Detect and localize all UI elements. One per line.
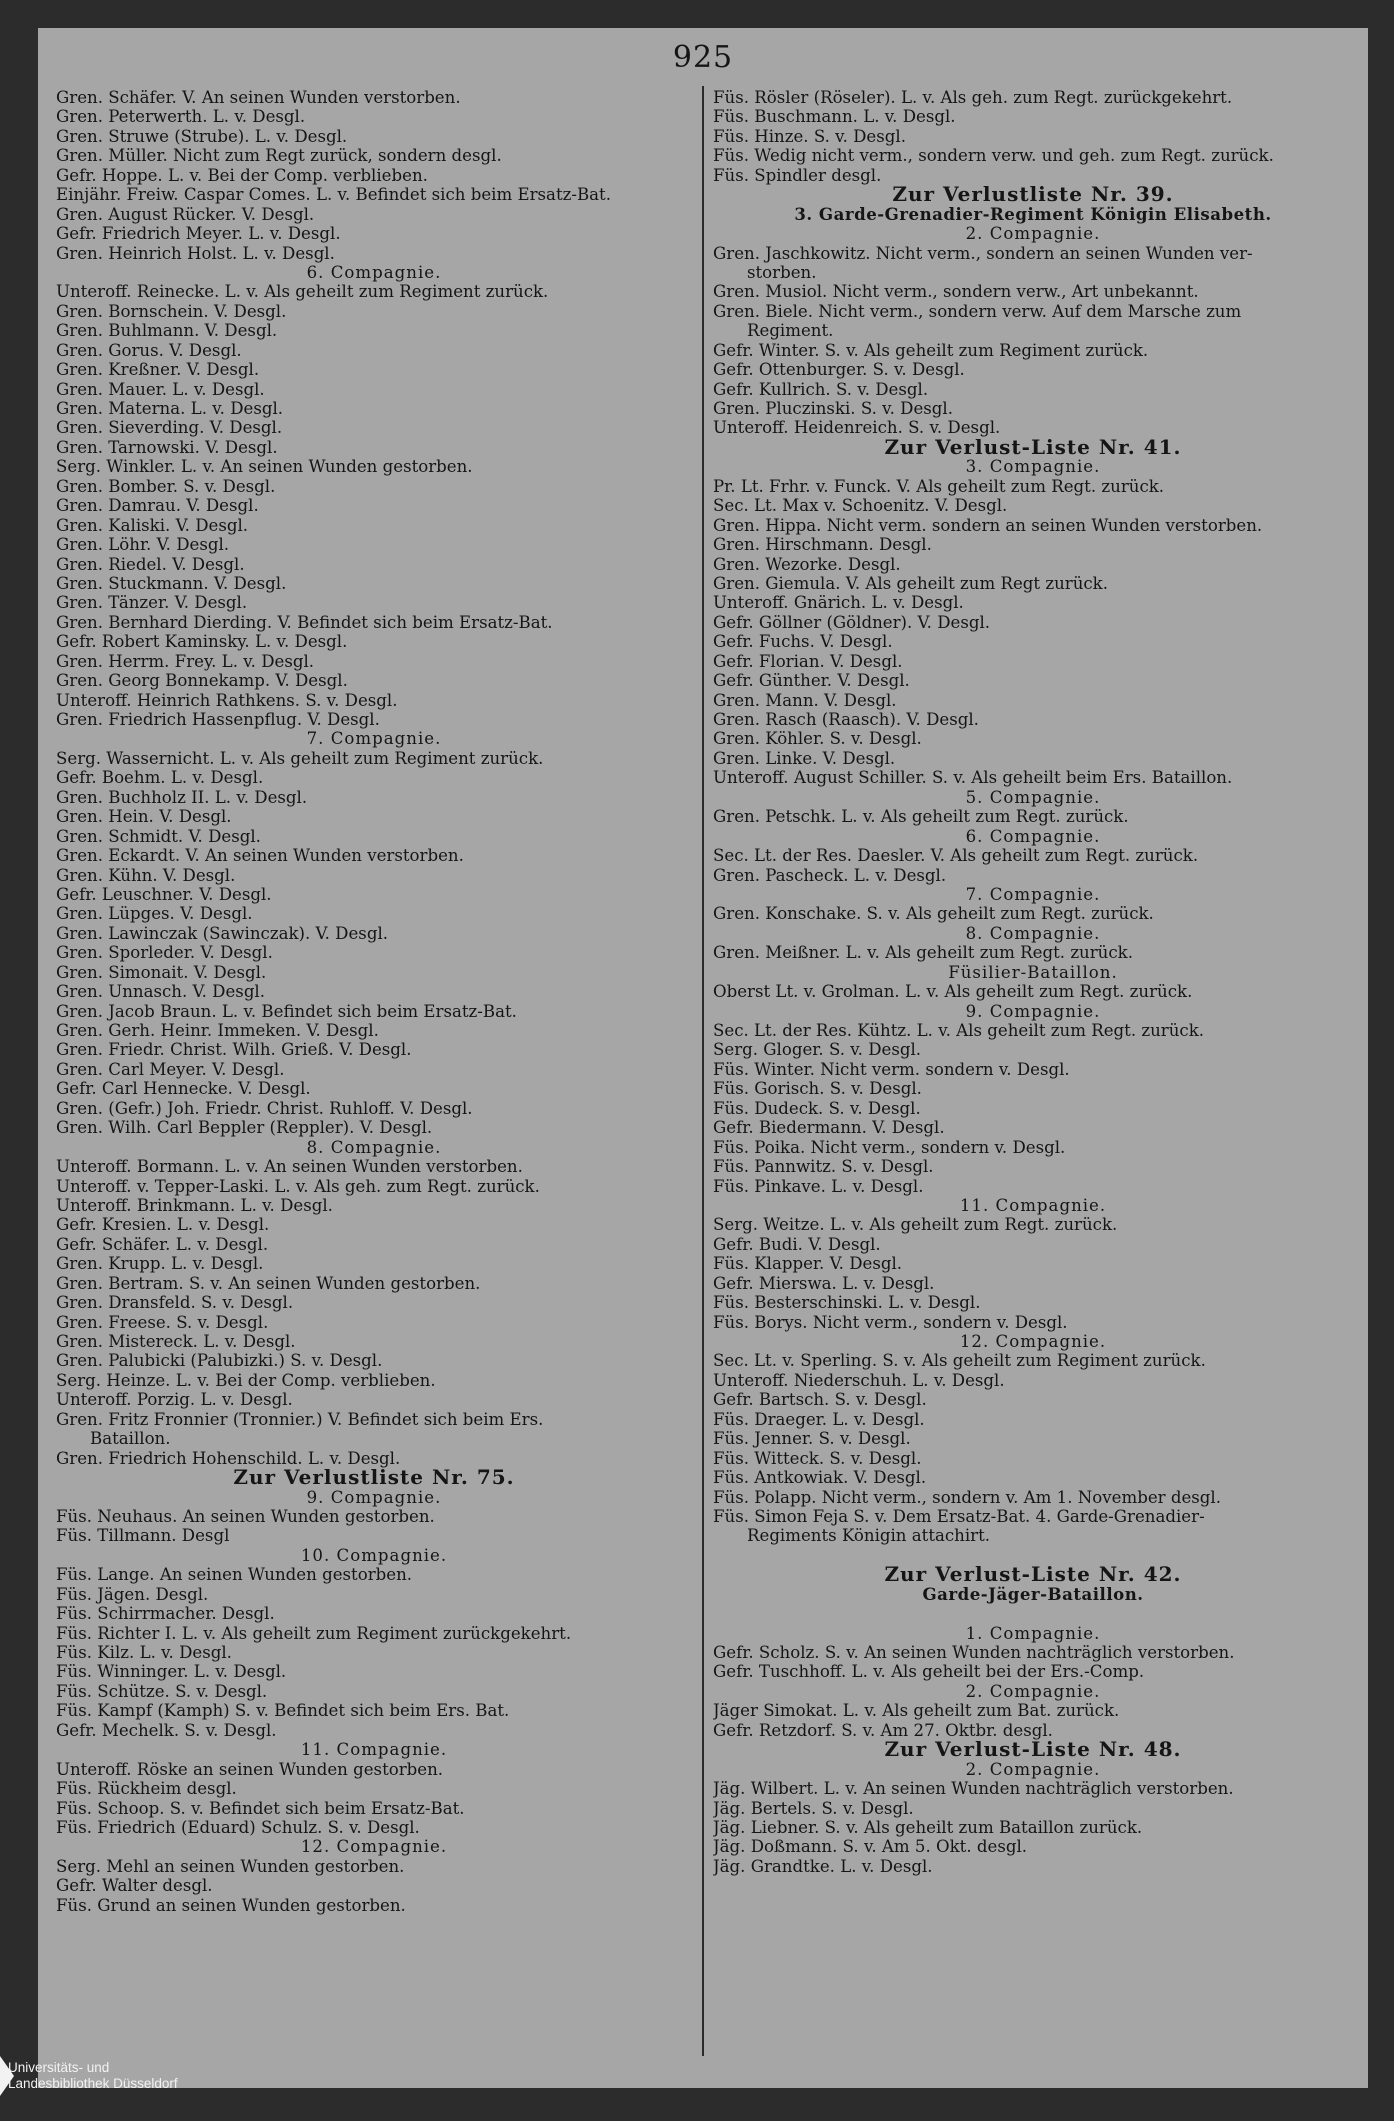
list-entry: Füs. Antkowiak. V. Desgl.: [713, 1468, 927, 1488]
list-entry: Füs. Richter I. L. v. Als geheilt zum Regiment zurückgekehrt.: [56, 1623, 572, 1643]
list-entry: Füs. Jenner. S. v. Desgl.: [713, 1429, 911, 1449]
right-column: [713, 88, 1353, 1876]
company-heading: 8. Compagnie.: [306, 1137, 442, 1157]
continuation-line: Regiment.: [747, 321, 834, 341]
list-entry: Gren. Gorus. V. Desgl.: [56, 340, 242, 360]
list-entry: Unteroff. August Schiller. S. v. Als geheilt beim Ers. Bataillon.: [713, 768, 1233, 788]
list-entry: Gren. Tarnowski. V. Desgl.: [56, 437, 278, 457]
company-heading: 2. Compagnie.: [965, 1681, 1101, 1701]
section-heading: Zur Verlustliste Nr. 39.: [892, 185, 1174, 205]
list-entry: Gren. Hein. V. Desgl.: [56, 807, 232, 827]
company-heading: 1. Compagnie.: [965, 1623, 1101, 1643]
spacer-line: [713, 1546, 1353, 1565]
list-entry: Serg. Heinze. L. v. Bei der Comp. verblieben.: [56, 1370, 436, 1390]
list-entry: Gren. Jacob Braun. L. v. Befindet sich beim Ersatz-Bat.: [56, 1001, 517, 1021]
list-entry: Serg. Weitze. L. v. Als geheilt zum Regt. zurück.: [713, 1215, 1118, 1235]
list-entry: Gren. Petschk. L. v. Als geheilt zum Regt. zurück.: [713, 807, 1129, 827]
list-entry: Füs. Schütze. S. v. Desgl.: [56, 1681, 268, 1701]
list-entry: Gren. Tänzer. V. Desgl.: [56, 593, 248, 613]
list-entry: Gefr. Göllner (Göldner). V. Desgl.: [713, 612, 991, 632]
list-entry: Gren. Mauer. L. v. Desgl.: [56, 379, 265, 399]
list-entry: Füs. Polapp. Nicht verm., sondern v. Am 1. November desgl.: [713, 1487, 1222, 1507]
list-entry: Sec. Lt. v. Sperling. S. v. Als geheilt zum Regiment zurück.: [713, 1351, 1206, 1371]
list-entry: Gren. Sieverding. V. Desgl.: [56, 418, 283, 438]
list-entry: Gefr. Bartsch. S. v. Desgl.: [713, 1390, 927, 1410]
list-entry: Füs. Kampf (Kamph) S. v. Befindet sich beim Ers. Bat.: [56, 1701, 510, 1721]
list-entry: Jäg. Wilbert. L. v. An seinen Wunden nachträglich verstorben.: [713, 1779, 1234, 1799]
list-entry: Gefr. Boehm. L. v. Desgl.: [56, 768, 264, 788]
list-entry: Gren. Meißner. L. v. Als geheilt zum Regt. zurück.: [713, 943, 1133, 963]
list-entry: Gren. Palubicki (Palubizki.) S. v. Desgl.: [56, 1351, 383, 1371]
list-entry: Gren. Mann. V. Desgl.: [713, 690, 897, 710]
list-entry: Gren. Kreßner. V. Desgl.: [56, 360, 260, 380]
company-heading: 12. Compagnie.: [300, 1837, 448, 1857]
list-entry: Gefr. Günther. V. Desgl.: [713, 671, 910, 691]
company-heading: 9. Compagnie.: [306, 1487, 442, 1507]
list-entry: Füs. Besterschinski. L. v. Desgl.: [713, 1293, 981, 1313]
section-heading: Zur Verlustliste Nr. 75.: [233, 1468, 515, 1488]
list-entry: Unteroff. Heidenreich. S. v. Desgl.: [713, 418, 1001, 438]
library-watermark: [0, 2048, 300, 2108]
page-number: 925: [672, 40, 734, 75]
list-entry: Gren. Friedrich Hassenpflug. V. Desgl.: [56, 710, 380, 729]
list-entry: Füs. Witteck. S. v. Desgl.: [713, 1448, 922, 1468]
list-entry: Gren. (Gefr.) Joh. Friedr. Christ. Ruhloff. V. Desgl.: [56, 1098, 473, 1118]
list-entry: Gren. Rasch (Raasch). V. Desgl.: [713, 710, 979, 729]
list-entry: Gren. Giemula. V. Als geheilt zum Regt zurück.: [713, 573, 1109, 593]
company-heading: 7. Compagnie.: [965, 884, 1101, 904]
list-entry: Gren. Müller. Nicht zum Regt zurück, sondern desgl.: [56, 146, 502, 166]
list-entry: Gefr. Biedermann. V. Desgl.: [713, 1118, 945, 1138]
list-entry: Serg. Winkler. L. v. An seinen Wunden gestorben.: [56, 457, 473, 477]
list-entry: Gefr. Kullrich. S. v. Desgl.: [713, 379, 929, 399]
list-entry: Gren. Schmidt. V. Desgl.: [56, 826, 261, 846]
newspaper-page: [38, 28, 1368, 2088]
list-entry: Füs. Draeger. L. v. Desgl.: [713, 1409, 925, 1429]
list-entry: Gren. Damrau. V. Desgl.: [56, 496, 259, 516]
continuation-line: storben.: [747, 262, 817, 282]
list-entry: Gefr. Hoppe. L. v. Bei der Comp. verblieben.: [56, 165, 428, 185]
list-entry: Gren. Wilh. Carl Beppler (Reppler). V. Desgl.: [56, 1118, 433, 1138]
list-entry: Gefr. Retzdorf. S. v. Am 27. Oktbr. desgl.: [713, 1720, 1053, 1740]
list-entry: Gren. Hippa. Nicht verm. sondern an seinen Wunden verstorben.: [713, 515, 1263, 535]
list-entry: Serg. Gloger. S. v. Desgl.: [713, 1040, 922, 1060]
company-heading: 6. Compagnie.: [306, 262, 442, 282]
list-entry: Gefr. Scholz. S. v. An seinen Wunden nachträglich verstorben.: [713, 1643, 1235, 1662]
list-entry: Unteroff. Bormann. L. v. An seinen Wunden verstorben.: [56, 1157, 523, 1177]
list-entry: Gefr. Friedrich Meyer. L. v. Desgl.: [56, 224, 341, 244]
list-entry: Füs. Buschmann. L. v. Desgl.: [713, 107, 956, 127]
list-entry: Füs. Neuhaus. An seinen Wunden gestorben.: [56, 1506, 435, 1526]
list-entry: Gefr. Robert Kaminsky. L. v. Desgl.: [56, 632, 348, 652]
list-entry: Füs. Simon Feja S. v. Dem Ersatz-Bat. 4. Garde-Grenadier-: [713, 1506, 1205, 1526]
section-heading: Zur Verlust-Liste Nr. 42.: [884, 1565, 1182, 1585]
list-entry: Gren. Bornschein. V. Desgl.: [56, 301, 287, 321]
list-entry: Gefr. Ottenburger. S. v. Desgl.: [713, 360, 965, 380]
library-name-line-1: Universitäts- und: [8, 2060, 110, 2075]
list-entry: Gren. Musiol. Nicht verm., sondern verw., Art unbekannt.: [713, 282, 1199, 302]
list-entry: Gren. Schäfer. V. An seinen Wunden verstorben.: [56, 88, 461, 107]
list-entry: Gren. Wezorke. Desgl.: [713, 554, 901, 574]
list-entry: Gren. Mistereck. L. v. Desgl.: [56, 1332, 296, 1351]
company-heading: 8. Compagnie.: [965, 923, 1101, 943]
continuation-line: Bataillon.: [90, 1429, 171, 1449]
list-entry: Füs. Hinze. S. v. Desgl.: [713, 126, 906, 146]
list-entry: Sec. Lt. der Res. Kühtz. L. v. Als geheilt zum Regt. zurück.: [713, 1021, 1205, 1040]
library-name: [8, 2060, 178, 2092]
company-heading: 2. Compagnie.: [965, 1759, 1101, 1779]
list-entry: Gren. Lawinczak (Sawinczak). V. Desgl.: [56, 923, 389, 943]
company-heading: 11. Compagnie.: [959, 1195, 1107, 1215]
list-entry: Gren. Dransfeld. S. v. Desgl.: [56, 1293, 294, 1313]
list-entry: Unteroff. Gnärich. L. v. Desgl.: [713, 593, 964, 613]
list-entry: Unteroff. Heinrich Rathkens. S. v. Desgl.: [56, 690, 398, 710]
list-entry: Füs. Poika. Nicht verm., sondern v. Desgl.: [713, 1137, 1066, 1157]
list-entry: Füs. Winninger. L. v. Desgl.: [56, 1662, 287, 1682]
list-entry: Gren. Riedel. V. Desgl.: [56, 554, 245, 574]
list-entry: Gren. Buchholz II. L. v. Desgl.: [56, 787, 308, 807]
list-entry: Gren. Struwe (Strube). L. v. Desgl.: [56, 126, 348, 146]
list-entry: Gren. Löhr. V. Desgl.: [56, 535, 230, 555]
list-entry: Gefr. Florian. V. Desgl.: [713, 651, 903, 671]
company-heading: 7. Compagnie.: [306, 729, 442, 749]
list-entry: Gren. Linke. V. Desgl.: [713, 748, 896, 768]
company-heading: 12. Compagnie.: [959, 1332, 1107, 1351]
list-entry: Unteroff. v. Tepper-Laski. L. v. Als geh. zum Regt. zurück.: [56, 1176, 540, 1196]
list-entry: Gren. August Rücker. V. Desgl.: [56, 204, 315, 224]
list-entry: Gren. Bertram. S. v. An seinen Wunden gestorben.: [56, 1273, 481, 1293]
list-entry: Füs. Winter. Nicht verm. sondern v. Desgl.: [713, 1059, 1070, 1079]
list-entry: Füs. Rückheim desgl.: [56, 1779, 237, 1799]
list-entry: Jäg. Doßmann. S. v. Am 5. Okt. desgl.: [713, 1837, 1028, 1857]
list-entry: Unteroff. Niederschuh. L. v. Desgl.: [713, 1370, 1005, 1390]
list-entry: Gren. Stuckmann. V. Desgl.: [56, 573, 287, 593]
list-entry: Unteroff. Porzig. L. v. Desgl.: [56, 1390, 293, 1410]
company-heading: 5. Compagnie.: [965, 787, 1101, 807]
list-entry: Gefr. Walter desgl.: [56, 1876, 213, 1896]
list-entry: Füs. Schoop. S. v. Befindet sich beim Ersatz-Bat.: [56, 1798, 465, 1818]
company-heading: 9. Compagnie.: [965, 1001, 1101, 1021]
list-entry: Jäg. Grandtke. L. v. Desgl.: [713, 1856, 933, 1876]
list-entry: Oberst Lt. v. Grolman. L. v. Als geheilt zum Regt. zurück.: [713, 982, 1193, 1002]
list-entry: Gren. Pascheck. L. v. Desgl.: [713, 865, 947, 885]
list-entry: Gren. Friedrich Hohenschild. L. v. Desgl.: [56, 1448, 401, 1468]
list-entry: Füs. Grund an seinen Wunden gestorben.: [56, 1895, 406, 1915]
list-entry: Einjähr. Freiw. Caspar Comes. L. v. Befindet sich beim Ersatz-Bat.: [56, 185, 611, 205]
list-entry: Gren. Unnasch. V. Desgl.: [56, 982, 266, 1002]
regiment-heading: 3. Garde-Grenadier-Regiment Königin Elisabeth.: [794, 204, 1272, 224]
list-entry: Gren. Materna. L. v. Desgl.: [56, 399, 284, 418]
list-entry: Jäger Simokat. L. v. Als geheilt zum Bat. zurück.: [713, 1701, 1120, 1721]
list-entry: Gren. Georg Bonnekamp. V. Desgl.: [56, 671, 348, 691]
list-entry: Füs. Pannwitz. S. v. Desgl.: [713, 1157, 934, 1177]
list-entry: Gren. Gerh. Heinr. Immeken. V. Desgl.: [56, 1021, 379, 1040]
section-heading: Zur Verlust-Liste Nr. 48.: [884, 1740, 1182, 1760]
list-entry: Gren. Friedr. Christ. Wilh. Grieß. V. Desgl.: [56, 1040, 412, 1060]
list-entry: Gren. Bomber. S. v. Desgl.: [56, 476, 276, 496]
list-entry: Füs. Friedrich (Eduard) Schulz. S. v. Desgl.: [56, 1817, 420, 1837]
library-name-line-2: Landesbibliothek Düsseldorf: [8, 2076, 178, 2091]
list-entry: Gren. Herrm. Frey. L. v. Desgl.: [56, 651, 315, 671]
list-entry: Gren. Kühn. V. Desgl.: [56, 865, 236, 885]
list-entry: Gefr. Kresien. L. v. Desgl.: [56, 1215, 270, 1235]
list-entry: Gren. Krupp. L. v. Desgl.: [56, 1254, 264, 1274]
continuation-line: Regiments Königin attachirt.: [747, 1526, 991, 1546]
list-entry: Gren. Konschake. S. v. Als geheilt zum Regt. zurück.: [713, 904, 1154, 924]
list-entry: Füs. Spindler desgl.: [713, 165, 882, 185]
list-entry: Gren. Peterwerth. L. v. Desgl.: [56, 107, 306, 127]
list-entry: Gefr. Mierswa. L. v. Desgl.: [713, 1273, 935, 1293]
list-entry: Unteroff. Röske an seinen Wunden gestorben.: [56, 1759, 444, 1779]
list-entry: Pr. Lt. Frhr. v. Funck. V. Als geheilt zum Regt. zurück.: [713, 476, 1165, 496]
list-entry: Jäg. Bertels. S. v. Desgl.: [713, 1798, 914, 1818]
list-entry: Gren. Sporleder. V. Desgl.: [56, 943, 273, 963]
list-entry: Gren. Eckardt. V. An seinen Wunden verstorben.: [56, 846, 464, 866]
list-entry: Füs. Lange. An seinen Wunden gestorben.: [56, 1565, 413, 1585]
list-entry: Füs. Kilz. L. v. Desgl.: [56, 1643, 232, 1662]
company-heading: Füsilier-Bataillon.: [948, 962, 1118, 982]
list-entry: Füs. Pinkave. L. v. Desgl.: [713, 1176, 924, 1196]
list-entry: Gren. Köhler. S. v. Desgl.: [713, 729, 922, 749]
list-entry: Füs. Dudeck. S. v. Desgl.: [713, 1098, 921, 1118]
company-heading: 10. Compagnie.: [300, 1545, 448, 1565]
list-entry: Gren. Jaschkowitz. Nicht verm., sondern an seinen Wunden ver-: [713, 243, 1253, 263]
company-heading: 3. Compagnie.: [965, 457, 1101, 477]
list-entry: Füs. Borys. Nicht verm., sondern v. Desgl.: [713, 1312, 1068, 1332]
company-heading: 11. Compagnie.: [300, 1740, 448, 1760]
list-entry: Gren. Freese. S. v. Desgl.: [56, 1312, 269, 1332]
list-entry: Füs. Wedig nicht verm., sondern verw. und geh. zum Regt. zurück.: [713, 146, 1274, 166]
list-entry: Gefr. Mechelk. S. v. Desgl.: [56, 1720, 277, 1740]
list-entry: Gefr. Fuchs. V. Desgl.: [713, 632, 893, 652]
list-entry: Gefr. Leuschner. V. Desgl.: [56, 884, 272, 904]
list-entry: Gren. Simonait. V. Desgl.: [56, 962, 267, 982]
regiment-heading: Garde-Jäger-Bataillon.: [922, 1584, 1144, 1604]
list-entry: Gren. Buhlmann. V. Desgl.: [56, 321, 278, 341]
list-entry: Serg. Mehl an seinen Wunden gestorben.: [56, 1856, 405, 1876]
list-entry: Serg. Wassernicht. L. v. Als geheilt zum Regiment zurück.: [56, 748, 544, 768]
list-entry: Gren. Hirschmann. Desgl.: [713, 535, 932, 555]
list-entry: Gren. Kaliski. V. Desgl.: [56, 515, 249, 535]
list-entry: Füs. Tillmann. Desgl: [56, 1526, 230, 1546]
list-entry: Gren. Biele. Nicht verm., sondern verw. Auf dem Marsche zum: [713, 301, 1242, 321]
company-heading: 2. Compagnie.: [965, 224, 1101, 244]
column-divider: [702, 86, 704, 2056]
list-entry: Füs. Klapper. V. Desgl.: [713, 1254, 903, 1274]
list-entry: Gren. Carl Meyer. V. Desgl.: [56, 1059, 285, 1079]
list-entry: Gefr. Carl Hennecke. V. Desgl.: [56, 1079, 311, 1099]
list-entry: Jäg. Liebner. S. v. Als geheilt zum Bataillon zurück.: [713, 1817, 1143, 1837]
list-entry: Füs. Rösler (Röseler). L. v. Als geh. zum Regt. zurückgekehrt.: [713, 88, 1233, 107]
list-entry: Gefr. Tuschhoff. L. v. Als geheilt bei der Ers.-Comp.: [713, 1662, 1145, 1682]
list-entry: Füs. Jägen. Desgl.: [56, 1584, 209, 1604]
list-entry: Gren. Heinrich Holst. L. v. Desgl.: [56, 243, 335, 263]
list-entry: Gren. Bernhard Dierding. V. Befindet sich beim Ersatz-Bat.: [56, 612, 553, 632]
list-entry: Füs. Gorisch. S. v. Desgl.: [713, 1079, 922, 1099]
list-entry: Füs. Schirrmacher. Desgl.: [56, 1604, 275, 1624]
list-entry: Gefr. Winter. S. v. Als geheilt zum Regiment zurück.: [713, 340, 1149, 360]
section-heading: Zur Verlust-Liste Nr. 41.: [884, 437, 1182, 458]
list-entry: Unteroff. Reinecke. L. v. Als geheilt zum Regiment zurück.: [56, 282, 549, 302]
list-entry: Gefr. Budi. V. Desgl.: [713, 1234, 881, 1254]
list-entry: Gefr. Schäfer. L. v. Desgl.: [56, 1234, 269, 1254]
list-entry: Unteroff. Brinkmann. L. v. Desgl.: [56, 1195, 333, 1215]
company-heading: 6. Compagnie.: [965, 826, 1101, 846]
list-entry: Gren. Pluczinski. S. v. Desgl.: [713, 399, 953, 418]
list-entry: Gren. Fritz Fronnier (Tronnier.) V. Befindet sich beim Ers.: [56, 1409, 544, 1429]
left-column: [56, 88, 692, 1915]
list-entry: Gren. Lüpges. V. Desgl.: [56, 904, 253, 924]
list-entry: Sec. Lt. Max v. Schoenitz. V. Desgl.: [713, 496, 1008, 516]
spacer-line: [713, 1604, 1353, 1623]
list-entry: Sec. Lt. der Res. Daesler. V. Als geheilt zum Regt. zurück.: [713, 846, 1199, 866]
